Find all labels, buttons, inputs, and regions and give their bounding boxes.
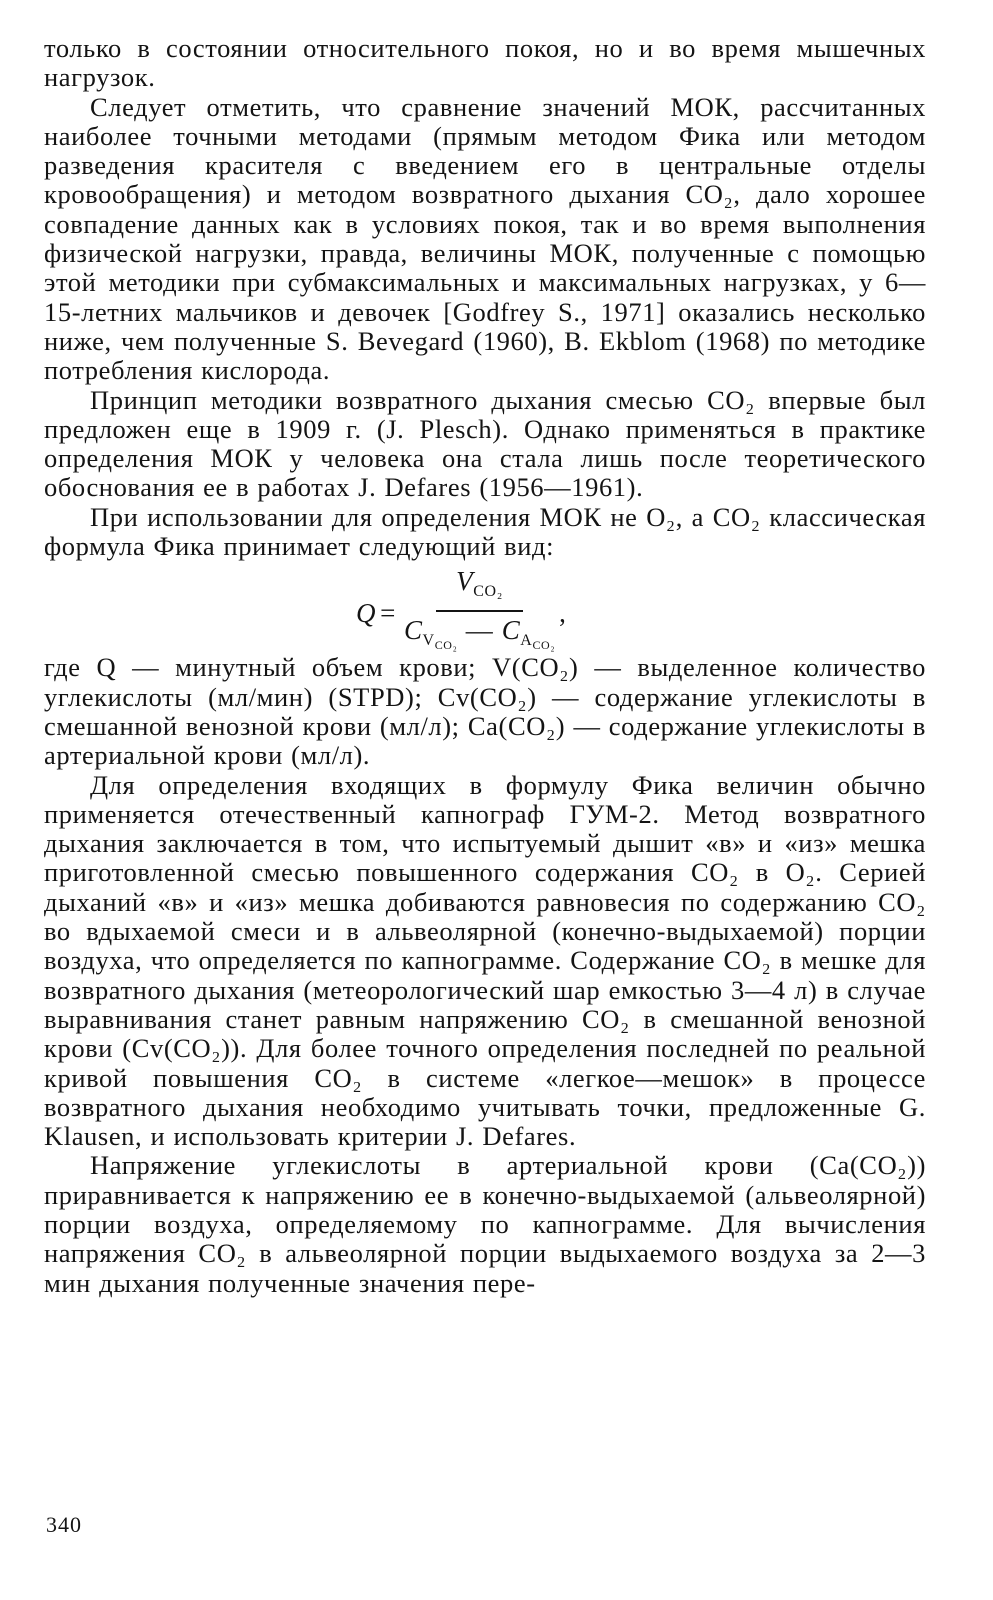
page-body <box>44 34 926 1298</box>
formula-denominator: $C_{V_{CO_2}}$ — $C_{A_{CO_2}}$ <box>403 614 556 652</box>
formula-comma: , <box>559 597 567 628</box>
page-number: 340 <box>46 1512 82 1537</box>
fick-formula-block <box>44 563 926 652</box>
formula-numerator: $V_{CO_2}$ <box>436 567 523 611</box>
paragraph-3: Принцип методики возвратного дыхания смесью CO₂ впервые был предложен еще в 1909 г. (J. Plesch). Однако применяться в практике определения МОК у человека она стала лишь после теоретического обоснования ее в работах J. Defares (1956—1961). <box>44 384 926 503</box>
fick-formula <box>356 567 566 660</box>
paragraph-6: Для определения входящих в формулу Фика величин обычно применяется отечественный капнограф ГУМ-2. Метод возвратного дыхания заключается в том, что испытуемый дышит «в» и «из» мешка приготовленной смесью повышенного содержания CO₂ в O₂. Серией дыханий «в» и «из» мешка добиваются равновесия по содержанию CO₂ во вдыхаемой смеси и в альвеолярной (конечно-выдыхаемой) порции воздуха, что определяется по капнограмме. Содержание CO₂ в мешке для возвратного дыхания (метеорологический шар емкостью 3—4 л) в случае выравнивания станет равным напряжению CO₂ в смешанной венозной крови (Cv(CO₂)). Для более точного определения последней по реальной кривой повышения CO₂ в системе «легкое—мешок» в процессе возвратного дыхания необходимо учитывать точки, предложенные G. Klausen, и использовать критерии J. Defares. <box>44 769 926 1152</box>
paragraph-5: где Q — минутный объем крови; V(CO₂) — выделенное количество углекислоты (мл/мин) (STPD); Cv(CO₂) — содержание углекислоты в смешанной венозной крови (мл/л); Ca(CO₂) — содержание углекислоты в артериальной крови (мл/л). <box>44 652 926 771</box>
paragraph-1: только в состоянии относительного покоя, но и во время мышечных нагрузок. <box>44 33 926 93</box>
paragraph-7: Напряжение углекислоты в артериальной крови (Ca(CO₂)) приравнивается к напряжению ее в конечно-выдыхаемой (альвеолярной) порции воздуха, определяемому по капнограмме. Для вычисления напряжения CO₂ в альвеолярной порции выдыхаемого воздуха за 2—3 мин дыхания полученные значения пере- <box>44 1150 926 1298</box>
paragraph-2: Следует отметить, что сравнение значений МОК, рассчитанных наиболее точными методами (прямым методом Фика или методом разведения красителя с введением его в центральные отделы кровообращения) и методом возвратного дыхания CO₂, дало хорошее совпадение данных как в условиях покоя, так и во время выполнения физической нагрузки, правда, величины МОК, полученные с помощью этой методики при субмаксимальных и максимальных нагрузках, у 6—15-летних мальчиков и девочек [Godfrey S., 1971] оказались несколько ниже, чем полученные S. Bevegard (1960), B. Ekblom (1968) по методике потребления кислорода. <box>44 91 926 386</box>
paragraph-4: При использовании для определения МОК не O₂, а CO₂ классическая формула Фика принимает следующий вид: <box>44 501 926 562</box>
formula-equals: = <box>380 597 396 628</box>
formula-fraction <box>404 567 555 660</box>
formula-lhs: Q <box>356 597 377 628</box>
